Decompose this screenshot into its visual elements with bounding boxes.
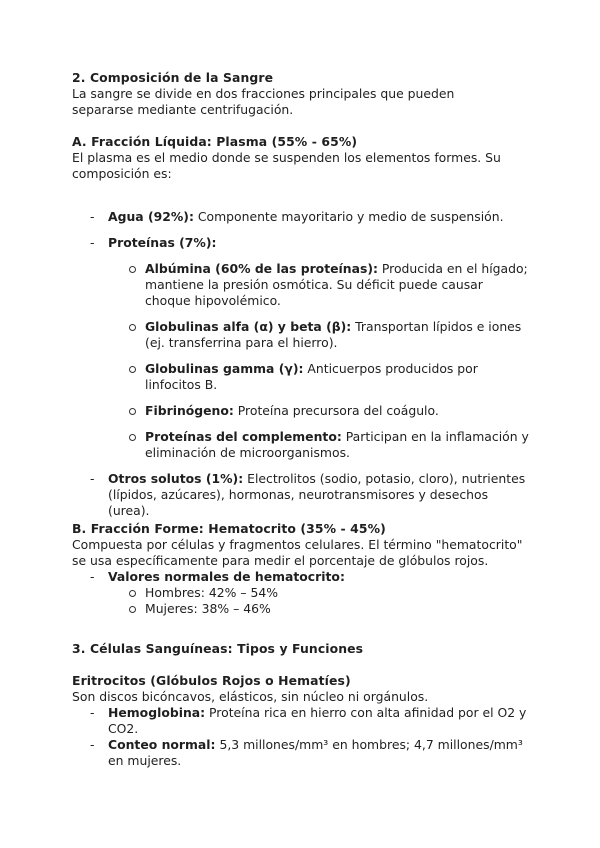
list-item-hombres xyxy=(72,585,530,601)
complemento-label: Proteínas del complemento: xyxy=(145,429,342,444)
conteo-text: 5,3 millones/mm³ en hombres; 4,7 millones/mm³ en mujeres. xyxy=(108,737,523,768)
proteinas-label: Proteínas (7%): xyxy=(108,235,217,250)
hemoglobina-label: Hemoglobina: xyxy=(108,705,206,720)
list-item-conteo-normal xyxy=(72,737,530,769)
hombres-text: Hombres: 42% – 54% xyxy=(145,585,278,600)
otros-text: Electrolitos (sodio, potasio, cloro), nutrientes (lípidos, azúcares), hormonas, neurotransmisores y desechos (urea). xyxy=(108,471,526,518)
circle-bullet-icon xyxy=(129,366,136,373)
fraction-b-desc-line-1: Compuesta por células y fragmentos celulares. El término "hematocrito" xyxy=(72,537,523,552)
valores-label: Valores normales de hematocrito: xyxy=(108,569,345,584)
conteo-label: Conteo normal: xyxy=(108,737,216,752)
circle-bullet-icon xyxy=(129,408,136,415)
circle-bullet-icon xyxy=(129,590,136,597)
fibrinogeno-text: Proteína precursora del coágulo. xyxy=(233,403,439,418)
circle-bullet-icon xyxy=(129,266,136,273)
agua-label: Agua (92%): xyxy=(108,209,194,224)
list-item-mujeres xyxy=(72,601,530,617)
fraction-b-title: B. Fracción Forme: Hematocrito (35% - 45%) xyxy=(72,521,386,536)
albumina-label: Albúmina (60% de las proteínas): xyxy=(145,261,378,276)
circle-bullet-icon xyxy=(129,434,136,441)
list-item-globulinas-alfa-beta xyxy=(72,319,530,351)
circle-bullet-icon xyxy=(129,324,136,331)
globulinas-g-label: Globulinas gamma (γ): xyxy=(145,361,304,376)
globulinas-g-text: Anticuerpos producidos por linfocitos B. xyxy=(145,361,478,392)
fraction-a-title: A. Fracción Líquida: Plasma (55% - 65%) xyxy=(72,134,358,149)
agua-text: Componente mayoritario y medio de suspensión. xyxy=(193,209,504,224)
list-item-albumina xyxy=(72,261,530,309)
eritrocitos-desc: Son discos bicóncavos, elásticos, sin núcleo ni orgánulos. xyxy=(72,689,429,704)
fraction-a-desc-line-1: El plasma es el medio donde se suspenden los elementos formes. Su xyxy=(72,150,501,165)
fraction-b-desc-line-2: se usa específicamente para medir el porcentaje de glóbulos rojos. xyxy=(72,553,489,568)
section-3-title: 3. Células Sanguíneas: Tipos y Funciones xyxy=(72,641,364,656)
section-2-intro-line-2: separarse mediante centrifugación. xyxy=(72,102,294,117)
fibrinogeno-label: Fibrinógeno: xyxy=(145,403,234,418)
list-item-fibrinogeno xyxy=(72,403,530,419)
list-item-valores-hematocrito xyxy=(72,569,530,585)
section-2-intro-line-1: La sangre se divide en dos fracciones principales que pueden xyxy=(72,86,455,101)
globulinas-ab-label: Globulinas alfa (α) y beta (β): xyxy=(145,319,352,334)
eritrocitos-title: Eritrocitos (Glóbulos Rojos o Hematíes) xyxy=(72,673,351,688)
mujeres-text: Mujeres: 38% – 46% xyxy=(145,601,271,616)
globulinas-ab-text: Transportan lípidos e iones (ej. transferrina para el hierro). xyxy=(145,319,522,350)
list-item-proteinas xyxy=(72,235,530,251)
list-item-otros-solutos xyxy=(72,471,530,519)
albumina-text: Producida en el hígado; mantiene la presión osmótica. Su déficit puede causar choque hipovolémico. xyxy=(145,261,528,308)
fraction-a-desc-line-2: composición es: xyxy=(72,166,172,181)
list-item-complemento xyxy=(72,429,530,461)
list-item-hemoglobina xyxy=(72,705,530,737)
circle-bullet-icon xyxy=(129,606,136,613)
otros-label: Otros solutos (1%): xyxy=(108,471,244,486)
hemoglobina-text: Proteína rica en hierro con alta afinidad por el O2 y CO2. xyxy=(108,705,527,736)
section-2-title: 2. Composición de la Sangre xyxy=(72,70,274,85)
list-item-globulinas-gamma xyxy=(72,361,530,393)
list-item-agua xyxy=(72,209,530,225)
complemento-text: Participan en la inflamación y eliminación de microorganismos. xyxy=(145,429,529,460)
